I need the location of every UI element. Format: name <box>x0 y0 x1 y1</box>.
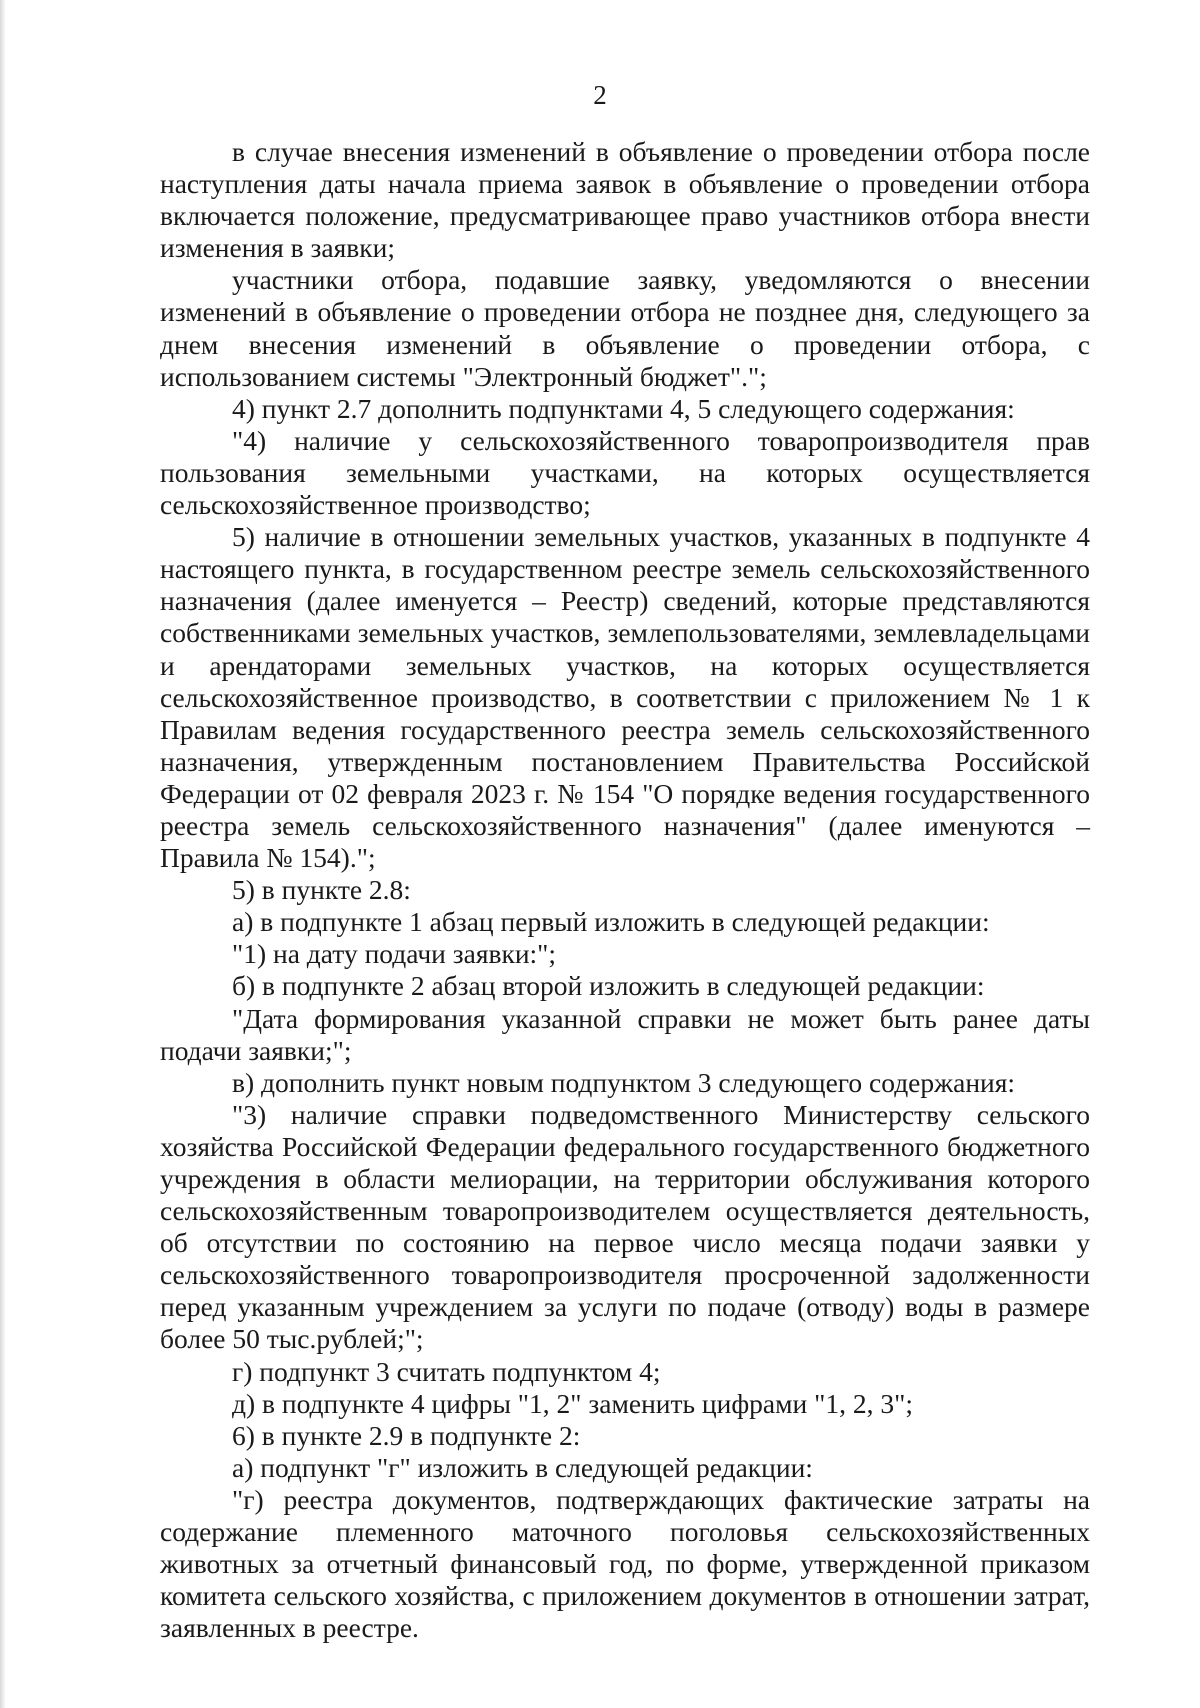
scan-edge <box>0 0 6 1708</box>
paragraph: 5) наличие в отношении земельных участков, указанных в подпункте 4 настоящего пункта, в государственном реестре земель сельскохозяйственного назначения (далее именуется – Реестр) сведений, которые представляются собственниками земельных участков, землепользователями, землевладельцами и арендаторами земельных участков, на которых осуществляется сельскохозяйственное производство, в соответствии с приложением № 1 к Правилам ведения государственного реестра земель сельскохозяйственного назначения, утвержденным постановлением Правительства Российской Федерации от 02 февраля 2023 г. № 154 "О порядке ведения государственного реестра земель сельскохозяйственного назначения" (далее именуются – Правила № 154)."; <box>160 521 1090 874</box>
paragraph: в случае внесения изменений в объявление о проведении отбора после наступления даты начала приема заявок в объявление о проведении отбора включается положение, предусматривающее право участников отбора внести изменения в заявки; <box>160 136 1090 264</box>
paragraph: "Дата формирования указанной справки не может быть ранее даты подачи заявки;"; <box>160 1002 1090 1066</box>
paragraph: б) в подпункте 2 абзац второй изложить в следующей редакции: <box>232 970 985 1002</box>
paragraph: а) подпункт "г" изложить в следующей редакции: <box>232 1451 813 1483</box>
paragraph: "г) реестра документов, подтверждающих фактические затраты на содержание племенного маточного поголовья сельскохозяйственных животных за отчетный финансовый год, по форме, утвержденной приказом комитета сельского хозяйства, с приложением документов в отношении затрат, заявленных в реестре. <box>160 1483 1090 1644</box>
page-number: 2 <box>593 80 607 110</box>
paragraph: д) в подпункте 4 цифры "1, 2" заменить цифрами "1, 2, 3"; <box>232 1387 913 1419</box>
paragraph: "3) наличие справки подведомственного Министерству сельского хозяйства Российской Федерации федерального государственного бюджетного учреждения в области мелиорации, на территории обслуживания которого сельскохозяйственным товаропроизводителем осуществляется деятельность, об отсутствии по состоянию на первое число месяца подачи заявки у сельскохозяйственного товаропроизводителя просроченной задолженности перед указанным учреждением за услуги по подаче (отводу) воды в размере более 50 тыс.рублей;"; <box>160 1098 1090 1355</box>
paragraph: г) подпункт 3 считать подпунктом 4; <box>232 1355 661 1387</box>
paragraph: 5) в пункте 2.8: <box>232 874 411 906</box>
paragraph: участники отбора, подавшие заявку, уведомляются о внесении изменений в объявление о проведении отбора не позднее дня, следующего за днем внесения изменений в объявление о проведении отбора, с использованием системы "Электронный бюджет"."; <box>160 264 1090 392</box>
paragraph: а) в подпункте 1 абзац первый изложить в следующей редакции: <box>232 906 990 938</box>
paragraph: "4) наличие у сельскохозяйственного товаропроизводителя прав пользования земельными участками, на которых осуществляется сельскохозяйственное производство; <box>160 424 1090 521</box>
paragraph: 4) пункт 2.7 дополнить подпунктами 4, 5 следующего содержания: <box>232 392 1015 424</box>
paragraph: "1) на дату подачи заявки:"; <box>232 938 557 970</box>
document-body <box>160 136 1090 1644</box>
paragraph: 6) в пункте 2.9 в подпункте 2: <box>232 1419 581 1451</box>
paragraph: в) дополнить пункт новым подпунктом 3 следующего содержания: <box>232 1066 1016 1098</box>
